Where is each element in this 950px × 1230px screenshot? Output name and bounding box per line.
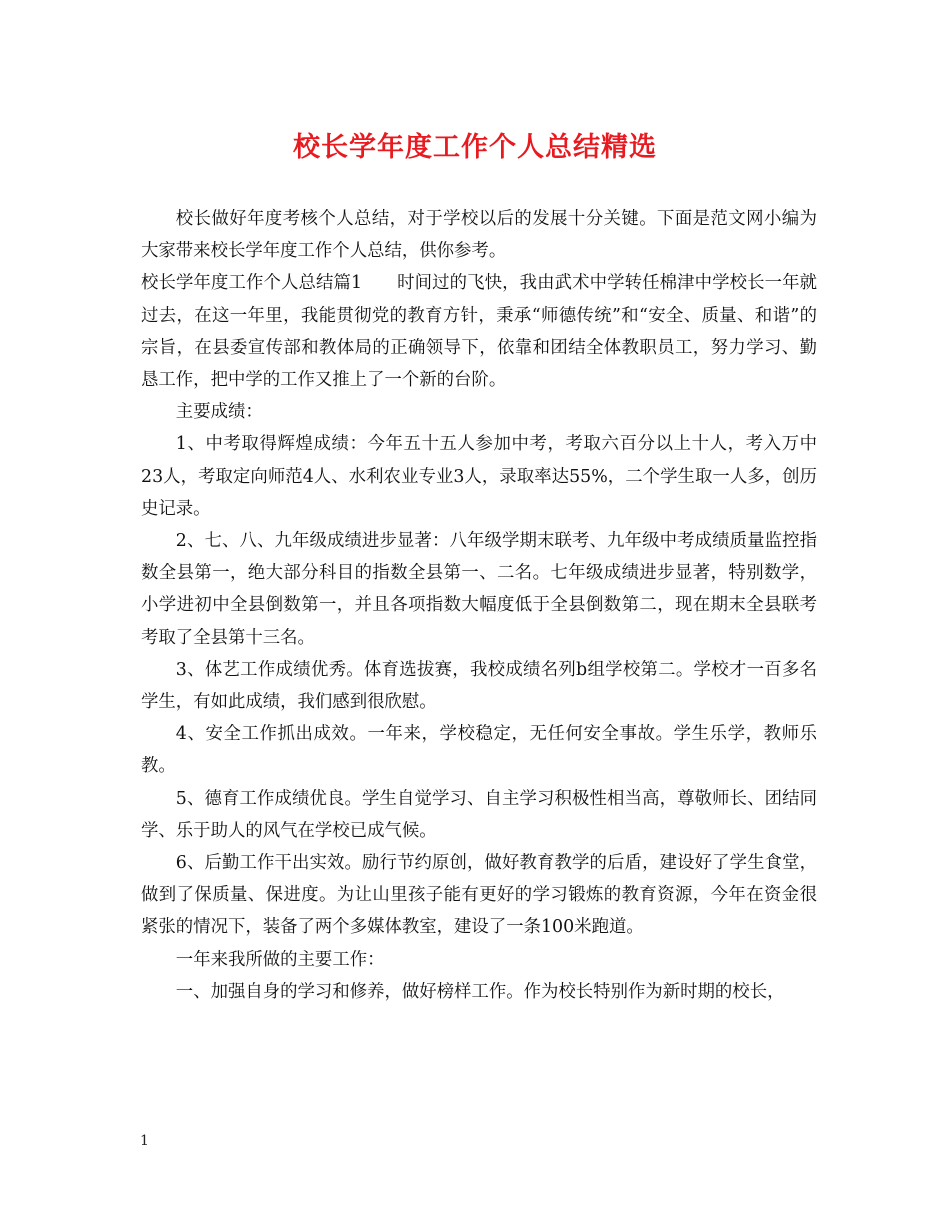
achievement-item-3: 3、体艺工作成绩优秀。体育选拔赛，我校成绩名列b组学校第二。学校才一百多名学生，有如此成绩，我们感到很欣慰。 — [141, 659, 817, 713]
achievement-item-1: 1、中考取得辉煌成绩：今年五十五人参加中考，考取六百分以上十人，考入万中23人，考取定向师范4人、水利农业专业3人，录取率达55%，二个学生取一人多，创历史记录。 — [141, 434, 817, 519]
section-heading-paragraph: 校长学年度工作个人总结篇1 时间过的飞快，我由武术中学转任棉津中学校长一年就过去，在这一年里，我能贯彻党的教育方针，秉承“师德传统”和“安全、质量、和谐”的宗旨，在县委宣传部和教体局的正确领导下，依靠和团结全体教职员工，努力学习、勤恳工作，把中学的工作又推上了一个新的台阶。 — [141, 273, 817, 391]
achievement-item-4: 4、安全工作抓出成效。一年来，学校稳定，无任何安全事故。学生乐学，教师乐教。 — [141, 724, 817, 777]
achievement-item-6: 6、后勤工作干出实效。励行节约原创，做好教育教学的后盾，建设好了学生食堂，做到了保质量、保进度。为让山里孩子能有更好的学习锻炼的教育资源，今年在资金很紧张的情况下，装备了两个多媒体教室，建设了一条100米跑道。 — [141, 853, 817, 938]
intro-paragraph: 校长做好年度考核个人总结，对于学校以后的发展十分关键。下面是范文网小编为大家带来校长学年度工作个人总结，供你参考。 — [141, 209, 817, 262]
achievement-item-2: 2、七、八、九年级成绩进步显著：八年级学期末联考、九年级中考成绩质量监控指数全县第一，绝大部分科目的指数全县第一、二名。七年级成绩进步显著，特别数学，小学进初中全县倒数第一，并且各项指数大幅度低于全县倒数第二，现在期末全县联考考取了全县第十三名。 — [141, 531, 817, 648]
achievements-heading: 主要成绩： — [175, 402, 263, 423]
work-item-1: 一、加强自身的学习和修养，做好榜样工作。作为校长特别作为新时期的校长， — [175, 981, 785, 1002]
work-heading: 一年来我所做的主要工作： — [175, 949, 385, 970]
achievement-item-5: 5、德育工作成绩优良。学生自觉学习、自主学习积极性相当高，尊敬师长、团结同学、乐于助人的风气在学校已成气候。 — [141, 788, 817, 841]
page-number: 1 — [140, 1133, 149, 1149]
document-body — [141, 203, 817, 1008]
document-title: 校长学年度工作个人总结精选 — [293, 132, 657, 163]
